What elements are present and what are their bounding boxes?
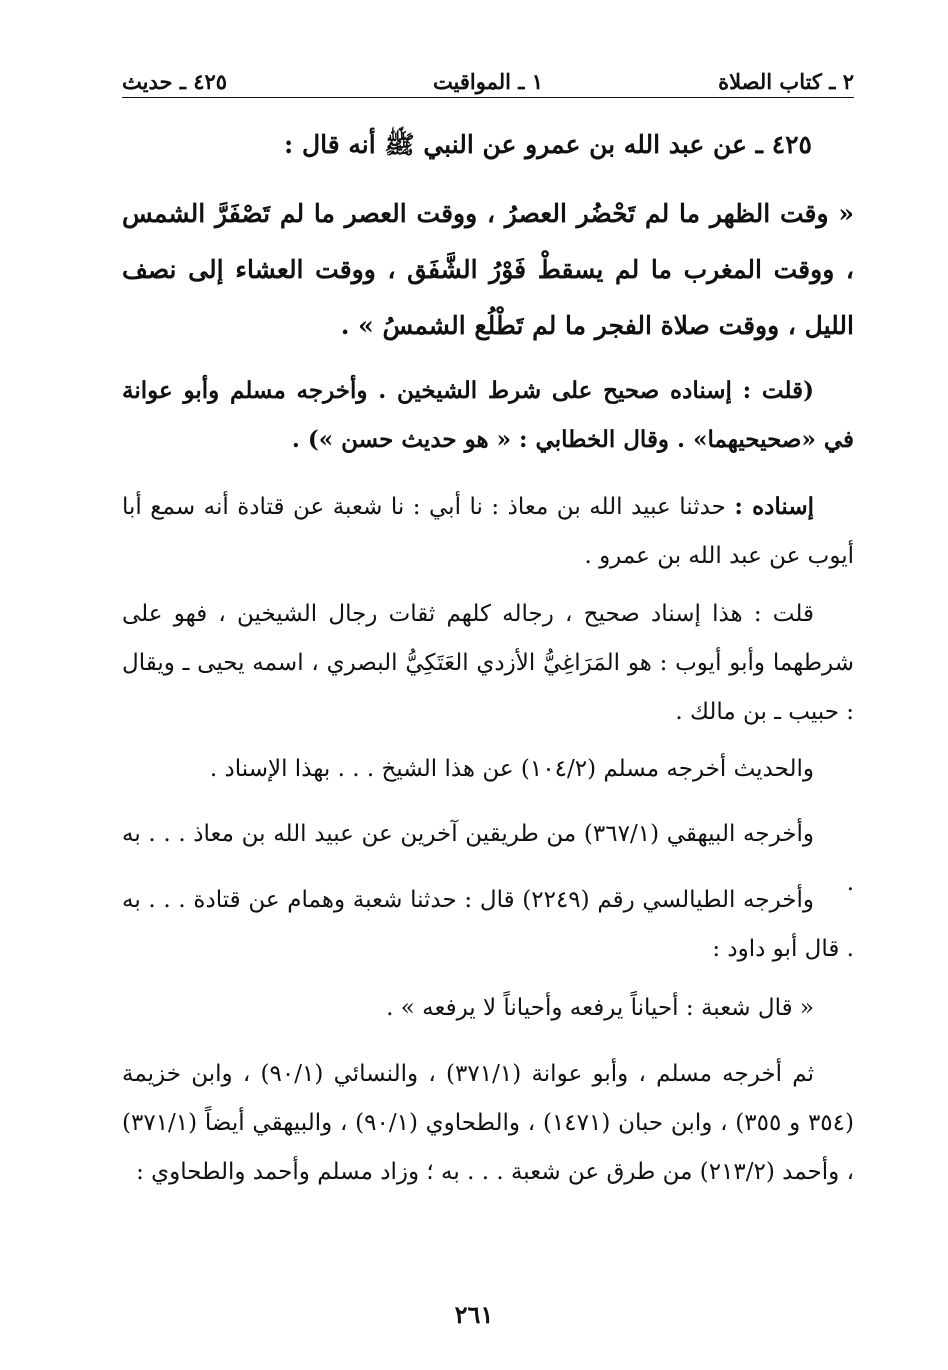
isnad-paragraph: [122, 482, 854, 581]
running-header: [122, 58, 854, 94]
hadith-title: ٤٢٥ ـ عن عبد الله بن عمرو عن النبي ﷺ أنه قال :: [284, 130, 812, 159]
commentary-block-1: [122, 590, 854, 737]
header-divider: [122, 97, 854, 98]
header-hadith-number: ٤٢٥ ـ حديث: [122, 69, 228, 94]
commentary-paragraph: وأخرجه البيهقي (٣٦٧/١) من طريقين آخرين عن عبيد الله بن معاذ . . . به .: [122, 821, 854, 896]
commentary-block-5: [122, 984, 854, 1033]
quote-paragraph: « قال شعبة : أحياناً يرفعه وأحياناً لا يرفعه » .: [386, 995, 814, 1021]
hadith-block: [122, 120, 854, 169]
commentary-paragraph: ثم أخرجه مسلم ، وأبو عوانة (٣٧١/١) ، والنسائي (٩٠/١) ، وابن خزيمة (٣٥٤ و ٣٥٥) ، وابن حبان (١٤٧١) ، والطحاوي (٩٠/١) ، والبيهقي أيضاً (٣٧١/١) ، وأحمد (٢١٣/٢) من طرق عن شعبة . . . به ؛ وزاد مسلم وأحمد والطحاوي :: [122, 1061, 854, 1185]
header-book-title: ٢ ـ كتاب الصلاة: [718, 69, 854, 94]
page-number: ٢٦١: [454, 1300, 494, 1329]
isnad-text: حدثنا عبيد الله بن معاذ : نا أبي : نا شعبة عن قتادة أنه سمع أبا أيوب عن عبد الله بن عمرو .: [122, 494, 854, 569]
header-chapter-title: ١ ـ المواقيت: [432, 69, 544, 94]
commentary-paragraph: قلت : هذا إسناد صحيح ، رجاله كلهم ثقات رجال الشيخين ، فهو على شرطهما وأبو أيوب : هو المَرَاغِيُّ الأزدي العَتَكِيُّ البصري ، اسمه يحيى ـ ويقال : حبيب ـ بن مالك .: [122, 601, 854, 725]
commentary-block-2: [122, 745, 854, 794]
commentary-paragraph: والحديث أخرجه مسلم (١٠٤/٢) عن هذا الشيخ . . . بهذا الإسناد .: [209, 756, 814, 782]
grading-block: [122, 366, 854, 464]
grading-note: (قلت : إسناده صحيح على شرط الشيخين . وأخرجه مسلم وأبو عوانة في «صحيحيهما» . وقال الخطابي : « هو حديث حسن ») .: [122, 377, 854, 453]
isnad-label: إسناده :: [734, 493, 814, 520]
commentary-block-6: [122, 1050, 854, 1197]
isnad-block: [122, 482, 854, 581]
commentary-paragraph: وأخرجه الطيالسي رقم (٢٢٤٩) قال : حدثنا شعبة وهمام عن قتادة . . . به . قال أبو داود :: [122, 887, 854, 962]
commentary-block-4: [122, 876, 854, 974]
hadith-text-block: [122, 186, 854, 354]
hadith-text: « وقت الظهر ما لم تَحْضُر العصرُ ، ووقت العصر ما لم تَصْفَرَّ الشمس ، ووقت المغرب ما لم يسقطْ فَوْرُ الشَّفَق ، ووقت العشاء إلى نصف الليل ، ووقت صلاة الفجر ما لم تَطْلُع الشمسُ » .: [122, 199, 854, 340]
